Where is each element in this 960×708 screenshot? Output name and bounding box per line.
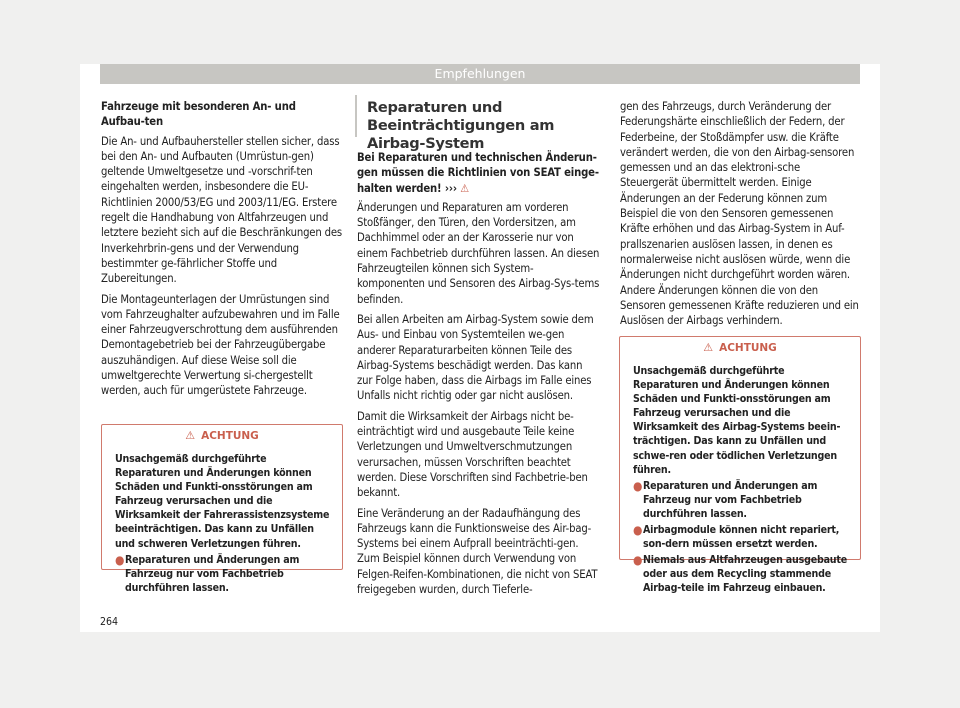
page-number: 264 xyxy=(100,616,119,628)
right-warning-bullet-text-3: Niemals aus Altfahrzeugen ausgebaute oder aus dem Recycling stammende Airbag-teile im Fahrzeug einbauen. xyxy=(643,554,848,595)
section-title: Reparaturen und Beeinträchtigungen am Airbag-System xyxy=(367,99,555,152)
bullet-icon: ● xyxy=(115,552,125,567)
right-warning-bullet-text-1: Reparaturen und Änderungen am Fahrzeug nur vom Fachbetrieb durchführen lassen. xyxy=(643,479,818,520)
middle-paragraph-2: Bei allen Arbeiten am Airbag-System sowie dem Aus- und Einbau von Systemteilen we-gen anderer Reparaturarbeiten können Teile des Airbag-Systems beschädigt werden. Das kann zur Folge haben, dass die Airbags im Falle eines Unfalls nicht richtig oder gar nicht auslösen. xyxy=(357,312,594,403)
right-warning-label: ACHTUNG xyxy=(719,342,777,354)
left-paragraph-1: Die An- und Aufbauhersteller stellen sicher, dass bei den An- und Aufbauten (Umrüstun-gen) geltende Umweltgesetze und -vorschrif-ten eingehalten werden, insbesondere die EU-Richtlinien 2000/53/EG und 2003/11/EG. Erstere regelt die Handhabung von Altfahrzeugen und letztere bezieht sich auf die Beschränkungen des Inverkehrbrin-gens und der Verwendung bestimmter ge-fährlicher Stoffe und Zubereitungen. xyxy=(101,134,343,286)
left-warning-header xyxy=(102,425,342,446)
header-title: Empfehlungen xyxy=(434,66,526,81)
right-paragraph-1: gen des Fahrzeugs, durch Veränderung der Federungshärte einschließlich der Federn, der Federbeine, der Stoßdämpfer usw. die Kräfte verändert werden, die von den Airbag-sensoren gemessen und an das elektroni-sche Steuergerät übermittelt werden. Einige Änderungen an der Federung können zum Beispiel die von den Sensoren gemessenen Kräfte erhöhen und das Airbag-System in Auf-prallszenarien auslösen lassen, in denen es normalerweise nicht auslösen würde, wenn die Änderungen nicht durchgeführt worden wären. Andere Änderungen können die von den Sensoren gemessenen Kräfte reduzieren und ein Auslösen der Airbags verhindern. xyxy=(620,100,859,328)
middle-column xyxy=(357,150,600,602)
warning-triangle-icon: ⚠ xyxy=(460,181,469,195)
right-column xyxy=(620,99,860,333)
right-warning-bullet-2 xyxy=(633,523,850,553)
left-warning-bullet xyxy=(115,553,332,597)
right-warning-bullet-text-2: Airbagmodule können nicht repariert, son-dern müssen ersetzt werden. xyxy=(643,524,840,551)
middle-paragraph-4: Eine Veränderung an der Radaufhängung des Fahrzeugs kann die Funktionsweise des Air-bag-Systems bei einem Aufprall beeinträchti-gen. Zum Beispiel können durch Verwendung von Felgen-Reifen-Kombinationen, die nicht von SEAT freigegeben wurden, durch Tieferle- xyxy=(357,506,598,597)
warning-triangle-icon: ⚠ xyxy=(185,429,196,442)
right-warning-text: Unsachgemäß durchgeführte Reparaturen und Änderungen können Schäden und Funkti-onsstörungen am Fahrzeug verursachen und die Wirksamkeit des Airbag-Systems beein-trächtigen. Das kann zu Unfällen und schwe-ren oder tödlichen Verletzungen führen. xyxy=(633,365,841,476)
warning-triangle-icon: ⚠ xyxy=(703,341,714,354)
middle-lead-arrows: ››› xyxy=(444,181,457,195)
right-warning-box xyxy=(619,336,861,595)
left-warning-body xyxy=(102,446,342,603)
right-warning-body xyxy=(620,358,860,604)
middle-paragraph-1: Änderungen und Reparaturen am vorderen Stoßfänger, den Türen, den Vordersitzen, am Dachhimmel oder an der Karosserie nur von einem Fachbetrieb durchführen lassen. An diesen Fahrzeugteilen können sich System-komponenten und Sensoren des Airbag-Sys-tems befinden. xyxy=(357,200,600,306)
left-heading: Fahrzeuge mit besonderen An- und Aufbau-ten xyxy=(101,100,296,129)
left-paragraph-2: Die Montageunterlagen der Umrüstungen sind vom Fahrzeughalter aufzubewahren und im Falle einer Fahrzeugverschrottung dem ausführenden Demontagebetrieb bei der Fahrzeugübergabe auszuhändigen. Auf diese Weise soll die umweltgerechte Verwertung si-chergestellt werden, auch für umgerüstete Fahrzeuge. xyxy=(101,292,340,398)
left-column xyxy=(101,99,342,404)
section-rule xyxy=(355,95,357,137)
left-warning-bullet-text: Reparaturen und Änderungen am Fahrzeug nur vom Fachbetrieb durchführen lassen. xyxy=(125,553,300,594)
bullet-icon: ● xyxy=(633,553,643,568)
right-warning-bullet-3 xyxy=(633,553,850,597)
middle-lead xyxy=(357,150,600,196)
bullet-icon: ● xyxy=(633,478,643,493)
left-warning-label: ACHTUNG xyxy=(201,430,259,442)
middle-paragraph-3: Damit die Wirksamkeit der Airbags nicht be-einträchtigt wird und ausgebaute Teile keine Verletzungen und Umweltverschmutzungen verursachen, müssen Vorschriften beachtet werden. Diese Vorschriften sind Fachbetrie-ben bekannt. xyxy=(357,409,588,500)
right-warning-header xyxy=(620,337,860,358)
left-warning-box xyxy=(101,424,343,594)
middle-lead-text: Bei Reparaturen und technischen Änderun-gen müssen die Richtlinien von SEAT einge-halten werden! xyxy=(357,151,599,195)
right-warning-bullet-1 xyxy=(633,479,850,523)
bullet-icon: ● xyxy=(633,523,643,538)
left-warning-text: Unsachgemäß durchgeführte Reparaturen und Änderungen können Schäden und Funkti-onsstörungen am Fahrzeug verursachen und die Wirksamkeit der Fahrerassistenzsysteme beeinträchtigen. Das kann zu Unfällen und schweren Verletzungen führen. xyxy=(115,453,330,550)
